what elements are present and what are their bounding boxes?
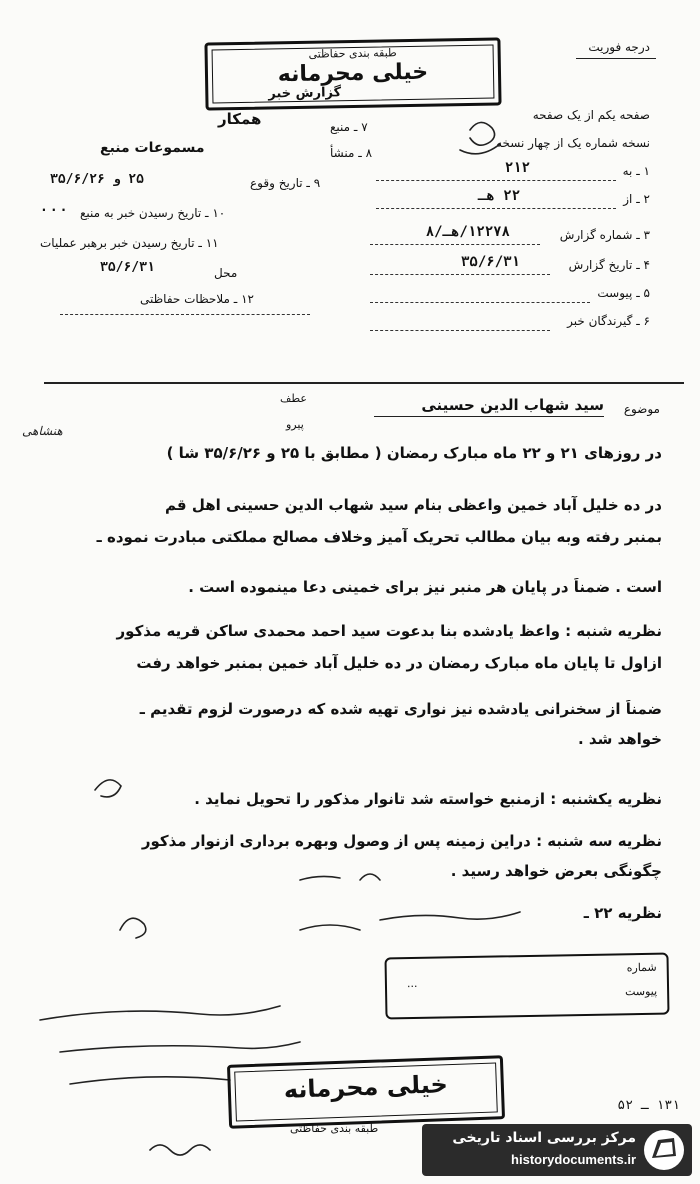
field-value-from: ۲۲ هـ	[477, 188, 520, 204]
body-line-8: خواهد شد .	[578, 730, 662, 748]
field-label-occurrence-date: ۹ ـ تاریخ وقوع	[250, 176, 321, 190]
field-value-to: ۲۱۲	[504, 160, 530, 176]
body-line-5: نظریه شنبه : واعظ یادشده بنا بدعوت سید احمد محمدی ساکن قریه مذکور	[116, 622, 662, 640]
footer-title: مرکز بررسی اسناد تاریخی	[452, 1130, 636, 1146]
top-stamp-caption: طبقه بندی حفاظتی	[308, 46, 397, 61]
bottom-classification-stamp	[227, 1055, 505, 1129]
field-label-ops-receipt: ۱۱ ـ تاریخ رسیدن خبر برهبر عملیات	[40, 236, 219, 250]
bottom-stamp-caption: طبقه بندی حفاظتی	[290, 1122, 379, 1135]
footer-url: historydocuments.ir	[511, 1152, 636, 1167]
field-label-report-number: ۳ ـ شماره گزارش	[559, 228, 650, 242]
field-label-attachment: ۵ ـ پیوست	[597, 286, 650, 300]
body-line-11: چگونگی بعرض خواهد رسید .	[450, 862, 662, 880]
field-value-source-receipt: ...	[40, 200, 70, 215]
body-line-12: نظریه ۲۲ ـ	[583, 904, 662, 922]
field-label-to: ۱ ـ به	[622, 164, 650, 178]
bottom-stamp-classification: خیلی محرمانه	[283, 1070, 449, 1104]
page-code: ۱۳۱ ـ ۵۲	[617, 1098, 680, 1113]
page-info: صفحه یکم از یک صفحه	[532, 108, 650, 122]
body-line-1: در روزهای ۲۱ و ۲۲ ماه مبارک رمضان ( مطابق با ۲۵ و ۳۵/۶/۲۶ شا )	[166, 444, 662, 462]
register-stamp-attachment: پیوست	[624, 984, 658, 999]
field-label-origin: ۸ ـ منشأ	[330, 146, 373, 160]
top-stamp-classification: خیلی محرمانه	[277, 59, 429, 88]
footer-logo-icon	[644, 1130, 684, 1170]
body-line-9: نظریه یکشنبه : ازمنبع خواسته شد تانوار مذکور را تحویل نماید .	[194, 790, 662, 808]
register-stamp-extra: ...	[406, 976, 418, 991]
field-value-report-date: ۳۵/۶/۳۱	[460, 254, 520, 270]
copy-info: نسخه شماره یک از چهار نسخه	[496, 136, 650, 150]
body-line-6: ازاول تا پایان ماه مبارک رمضان در ده خلیل آباد خمین بمنبر خواهد رفت	[136, 654, 662, 672]
handwritten-note-shahanshahi: هنشاهی	[22, 424, 63, 438]
field-value-origin: مسموعات منبع	[100, 140, 205, 156]
subject-label: موضوع	[623, 402, 660, 416]
top-stamp-title: گزارش خبر	[268, 85, 342, 102]
footer-banner	[422, 1124, 692, 1176]
field-label-security-notes: ۱۲ ـ ملاحظات حفاظتی	[140, 292, 254, 306]
field-value-occurrence-date: ۲۵ و ۳۵/۶/۲۶	[50, 172, 144, 187]
body-line-3: بمنبر رفته وبه بیان مطالب تحریک آمیز وخلاف مصالح مملکتی مبادرت نموده ـ	[96, 528, 662, 546]
body-line-7: ضمناً از سخنرانی یادشده نیز نواری تهیه شده که درصورت لزوم تقدیم ـ	[139, 700, 662, 718]
field-label-source-receipt: ۱۰ ـ تاریخ رسیدن خبر به منبع	[80, 206, 226, 220]
subject-value: سید شهاب الدین حسینی	[421, 396, 604, 414]
register-stamp-number: شماره	[626, 960, 657, 975]
peyro-label: پیرو	[286, 418, 304, 431]
register-stamp	[384, 953, 669, 1020]
body-line-4: است . ضمناً در پایان هر منبر نیز برای خمینی دعا مینموده است .	[188, 578, 662, 596]
atf-label: عطف	[280, 392, 307, 405]
field-value-place: ۳۵/۶/۳۱	[100, 260, 155, 275]
body-line-10: نظریه سه شنبه : دراین زمینه پس از وصول وبهره برداری ازنوار مذکور	[141, 832, 662, 850]
field-label-source: ۷ ـ منبع	[330, 120, 368, 134]
field-label-report-date: ۴ ـ تاریخ گزارش	[568, 258, 650, 272]
urgency-label: درجه فوریت	[588, 40, 650, 54]
footer-logo-mark	[644, 1130, 684, 1170]
field-value-report-number: ۱۲۲۷۸/هـ/۸	[425, 224, 510, 240]
field-label-from: ۲ ـ از	[623, 192, 650, 206]
field-value-source: همکار	[218, 110, 262, 128]
body-line-2: در ده خلیل آباد خمین واعظی بنام سید شهاب الدین حسینی اهل قم	[165, 496, 662, 514]
field-label-recipients: ۶ ـ گیرندگان خبر	[567, 314, 650, 328]
field-label-place: محل	[214, 266, 238, 280]
